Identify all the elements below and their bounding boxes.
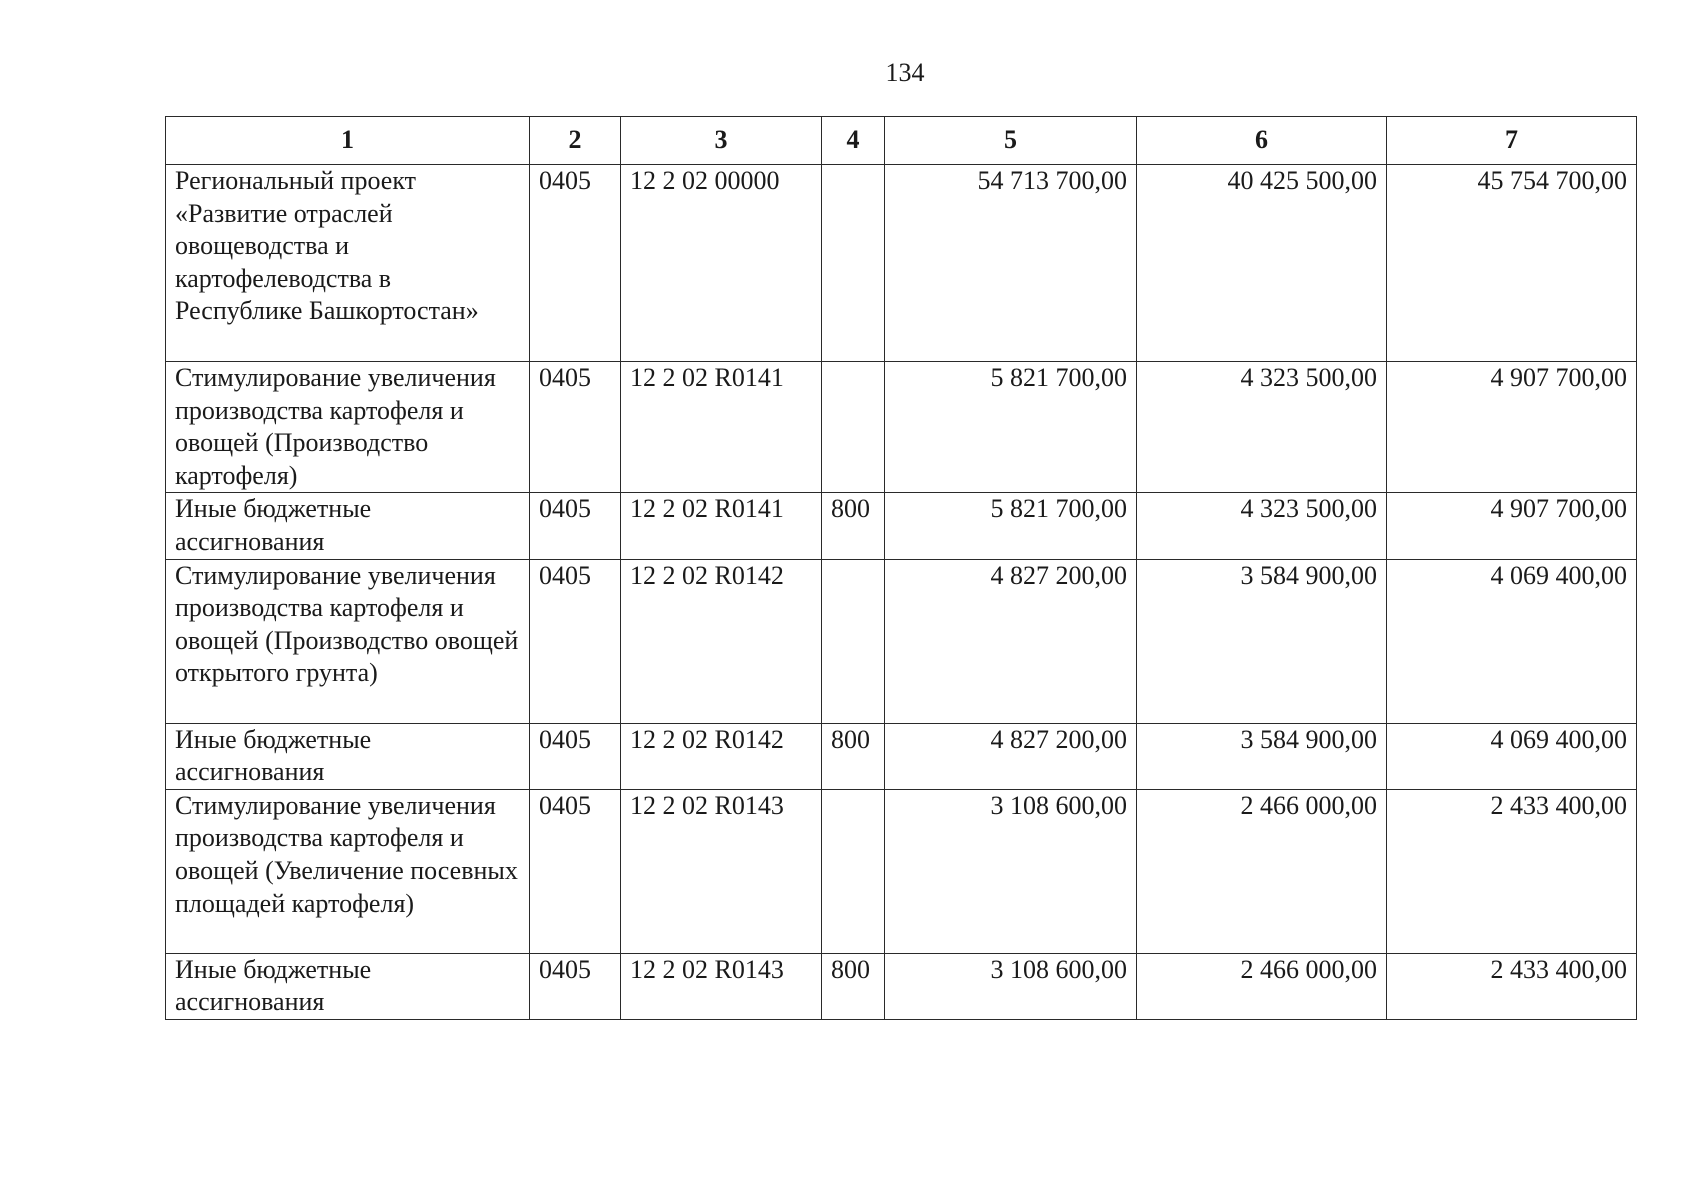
row-amount-2: 3 584 900,00 (1137, 723, 1387, 789)
row-section: 0405 (530, 362, 621, 493)
header-col-2: 2 (530, 117, 621, 165)
header-col-7: 7 (1387, 117, 1637, 165)
row-amount-2: 2 466 000,00 (1137, 953, 1387, 1019)
row-section: 0405 (530, 165, 621, 362)
row-target: 12 2 02 R0142 (621, 723, 822, 789)
row-target: 12 2 02 R0143 (621, 789, 822, 953)
header-row (166, 117, 1637, 165)
table-row (166, 953, 1637, 1019)
row-name: Иные бюджетные ассигнования (166, 723, 530, 789)
table-row (166, 789, 1637, 953)
row-amount-1: 3 108 600,00 (885, 953, 1137, 1019)
row-amount-3: 2 433 400,00 (1387, 953, 1637, 1019)
row-name: Стимулирование увеличения производства картофеля и овощей (Увеличение посевных площадей картофеля) (166, 789, 530, 953)
row-amount-3: 4 069 400,00 (1387, 723, 1637, 789)
row-amount-1: 4 827 200,00 (885, 723, 1137, 789)
row-section: 0405 (530, 493, 621, 559)
row-target: 12 2 02 00000 (621, 165, 822, 362)
row-section: 0405 (530, 789, 621, 953)
table-row (166, 165, 1637, 362)
row-amount-2: 4 323 500,00 (1137, 493, 1387, 559)
row-section: 0405 (530, 723, 621, 789)
row-amount-1: 5 821 700,00 (885, 362, 1137, 493)
row-amount-3: 4 069 400,00 (1387, 559, 1637, 723)
row-amount-2: 3 584 900,00 (1137, 559, 1387, 723)
row-amount-1: 3 108 600,00 (885, 789, 1137, 953)
row-amount-3: 4 907 700,00 (1387, 493, 1637, 559)
header-col-4: 4 (822, 117, 885, 165)
table-row (166, 723, 1637, 789)
table-row (166, 362, 1637, 493)
table-row (166, 559, 1637, 723)
header-col-3: 3 (621, 117, 822, 165)
row-name: Стимулирование увеличения производства картофеля и овощей (Производство картофеля) (166, 362, 530, 493)
row-amount-2: 2 466 000,00 (1137, 789, 1387, 953)
row-amount-3: 45 754 700,00 (1387, 165, 1637, 362)
row-amount-2: 4 323 500,00 (1137, 362, 1387, 493)
row-target: 12 2 02 R0141 (621, 362, 822, 493)
budget-table (165, 116, 1637, 1020)
row-name: Региональный проект «Развитие отраслей овощеводства и картофелеводства в Республике Башкортостан» (166, 165, 530, 362)
page-number: 134 (885, 58, 925, 87)
header-col-5: 5 (885, 117, 1137, 165)
row-name: Иные бюджетные ассигнования (166, 493, 530, 559)
row-expense-type: 800 (822, 493, 885, 559)
header-col-6: 6 (1137, 117, 1387, 165)
row-expense-type (822, 559, 885, 723)
row-section: 0405 (530, 953, 621, 1019)
row-expense-type (822, 362, 885, 493)
row-expense-type: 800 (822, 953, 885, 1019)
row-target: 12 2 02 R0143 (621, 953, 822, 1019)
row-amount-3: 2 433 400,00 (1387, 789, 1637, 953)
row-target: 12 2 02 R0141 (621, 493, 822, 559)
row-name: Стимулирование увеличения производства картофеля и овощей (Производство овощей открытого грунта) (166, 559, 530, 723)
row-amount-3: 4 907 700,00 (1387, 362, 1637, 493)
row-amount-1: 5 821 700,00 (885, 493, 1137, 559)
row-section: 0405 (530, 559, 621, 723)
row-amount-1: 54 713 700,00 (885, 165, 1137, 362)
header-col-1: 1 (166, 117, 530, 165)
row-target: 12 2 02 R0142 (621, 559, 822, 723)
row-expense-type: 800 (822, 723, 885, 789)
row-expense-type (822, 789, 885, 953)
row-amount-1: 4 827 200,00 (885, 559, 1137, 723)
row-amount-2: 40 425 500,00 (1137, 165, 1387, 362)
row-expense-type (822, 165, 885, 362)
table-row (166, 493, 1637, 559)
row-name: Иные бюджетные ассигнования (166, 953, 530, 1019)
